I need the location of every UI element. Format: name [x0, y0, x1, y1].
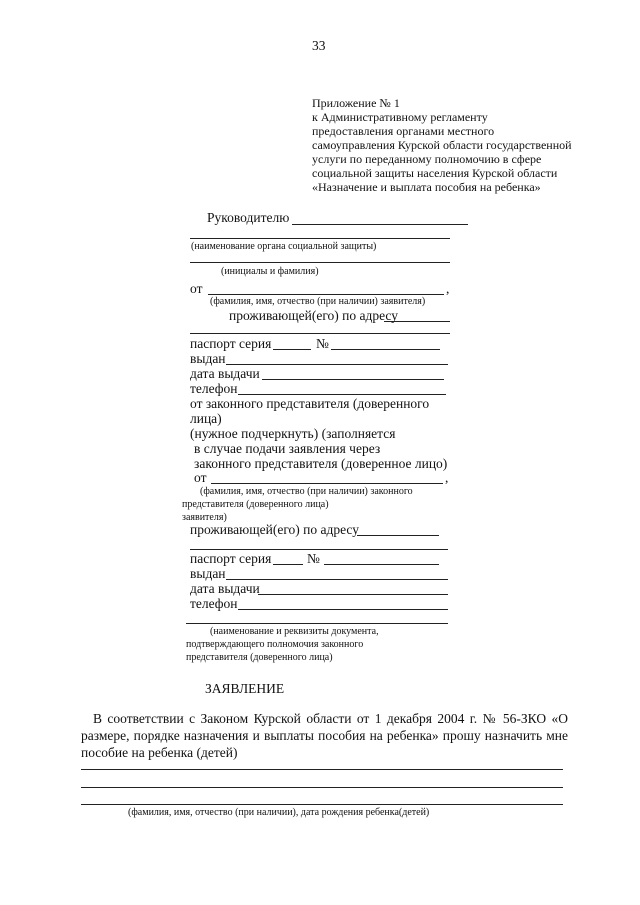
rep-name-line[interactable] — [211, 483, 443, 484]
appendix-line: предоставления органами местного — [312, 124, 495, 138]
appendix-line: услуги по переданному полномочию в сфере — [312, 152, 542, 166]
phone-line[interactable] — [238, 394, 446, 395]
rep-phone-label: телефон — [190, 596, 238, 611]
rep-note: в случае подачи заявления через — [194, 441, 381, 456]
initials-line[interactable] — [190, 262, 450, 263]
rep-address-line[interactable] — [357, 535, 439, 536]
address-line-2[interactable] — [190, 333, 450, 334]
from-label: от — [190, 281, 203, 296]
rep-issued-line[interactable] — [226, 579, 448, 580]
issue-date-line[interactable] — [262, 379, 444, 380]
rep-caption: заявителя) — [182, 512, 227, 523]
applicant-caption: (фамилия, имя, отчество (при наличии) заявителя) — [210, 296, 426, 307]
rep-from-text: от законного представителя (доверенного — [190, 396, 430, 411]
rep-residing-label: проживающей(его) по адресу — [190, 522, 359, 537]
rep-note: (нужное подчеркнуть) (заполняется — [190, 426, 396, 441]
initials-caption: (инициалы и фамилия) — [221, 266, 319, 277]
address-line[interactable] — [384, 321, 450, 322]
children-line-3[interactable] — [81, 804, 563, 805]
rep-caption: (фамилия, имя, отчество (при наличии) законного — [200, 486, 413, 497]
rep-issue-date-line[interactable] — [258, 594, 448, 595]
rep-issue-date-label: дата выдачи — [190, 581, 260, 596]
rep-issued-label: выдан — [190, 566, 226, 581]
page-number: 33 — [312, 38, 326, 53]
appendix-line: к Административному регламенту — [312, 110, 488, 124]
statement-body: В соответствии с Законом Курской области от 1 декабря 2004 г. № 56-ЗКО «О размере, порядке назначения и выплаты пособия на ребенка» прошу назначить мне пособие на ребенка (детей) — [81, 711, 568, 760]
head-label: Руководителю — [207, 210, 290, 225]
comma: , — [446, 281, 450, 296]
appendix-line: «Назначение и выплата пособия на ребенка» — [312, 180, 541, 194]
rep-number-sign: № — [307, 551, 320, 566]
appendix-line: самоуправления Курской области государственной — [312, 138, 572, 152]
rep-phone-line[interactable] — [238, 609, 448, 610]
residing-label: проживающей(его) по адресу — [229, 308, 398, 323]
rep-passport-series-label: паспорт серия — [190, 551, 272, 566]
org-caption: (наименование органа социальной защиты) — [191, 241, 377, 252]
issue-date-label: дата выдачи — [190, 366, 260, 381]
head-name-line[interactable] — [292, 224, 468, 225]
rep-caption: представителя (доверенного лица) — [182, 499, 329, 510]
rep-from-label: от — [194, 470, 207, 485]
children-line-1[interactable] — [81, 769, 563, 770]
phone-label: телефон — [190, 381, 238, 396]
rep-doc-caption: (наименование и реквизиты документа, — [210, 626, 379, 637]
passport-series-line[interactable] — [273, 349, 311, 350]
issued-line[interactable] — [226, 364, 448, 365]
comma: , — [445, 470, 449, 485]
appendix-title: Приложение № 1 — [312, 96, 400, 110]
children-line-2[interactable] — [81, 787, 563, 788]
passport-number-line[interactable] — [331, 349, 440, 350]
children-caption: (фамилия, имя, отчество (при наличии), дата рождения ребенка(детей) — [128, 807, 430, 818]
issued-label: выдан — [190, 351, 226, 366]
appendix-line: социальной защиты населения Курской области — [312, 166, 558, 180]
passport-series-label: паспорт серия — [190, 336, 272, 351]
rep-document-line[interactable] — [186, 623, 448, 624]
statement-heading: ЗАЯВЛЕНИЕ — [205, 681, 285, 696]
rep-doc-caption: представителя (доверенного лица) — [186, 652, 333, 663]
rep-address-line-2[interactable] — [190, 549, 448, 550]
rep-passport-series-line[interactable] — [273, 564, 303, 565]
rep-doc-caption: подтверждающего полномочия законного — [186, 639, 364, 650]
applicant-name-line[interactable] — [208, 294, 444, 295]
rep-from-text: лица) — [190, 411, 222, 426]
number-sign: № — [316, 336, 329, 351]
rep-note: законного представителя (доверенное лицо) — [194, 456, 448, 471]
rep-passport-number-line[interactable] — [324, 564, 439, 565]
org-name-line[interactable] — [190, 238, 450, 239]
